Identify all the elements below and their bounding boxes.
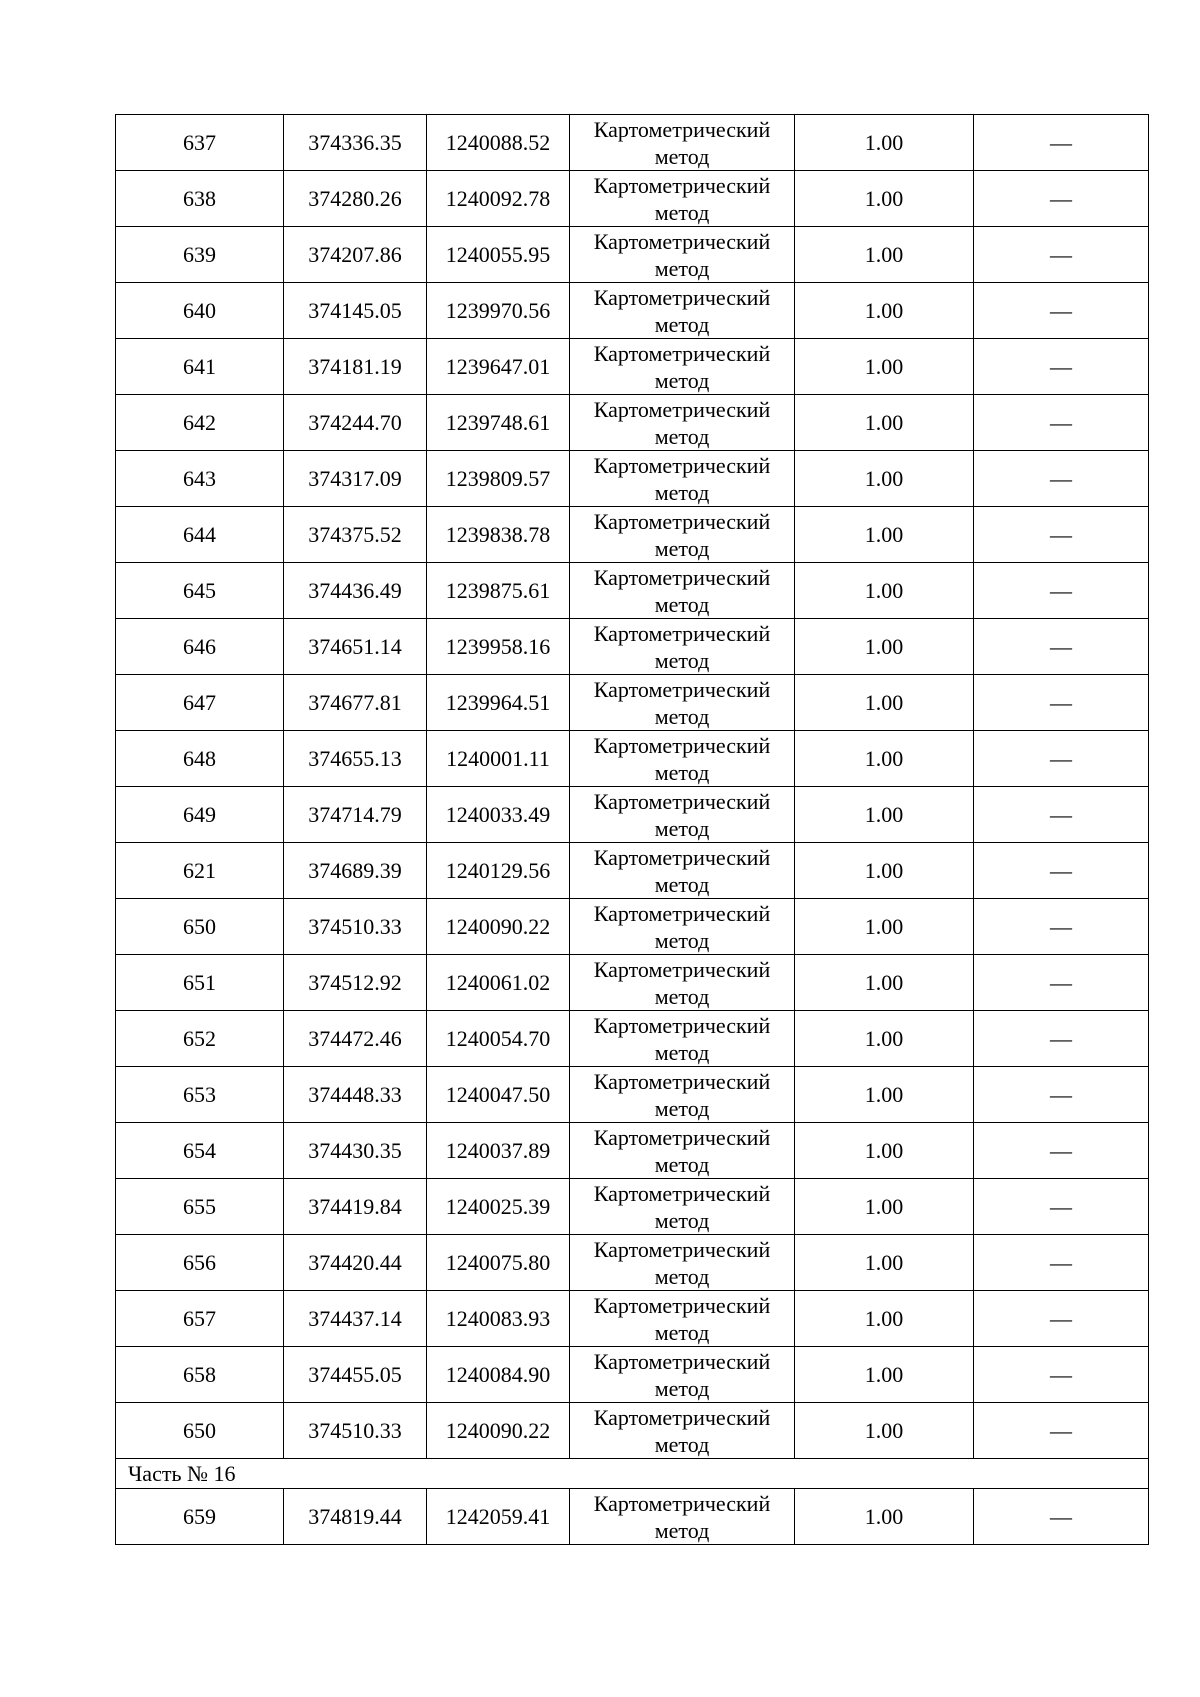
table-row xyxy=(116,507,1149,563)
accuracy-cell: 1.00 xyxy=(795,1347,974,1403)
y-coordinate-cell: 1239838.78 xyxy=(427,507,570,563)
point-number-cell: 657 xyxy=(116,1291,284,1347)
description-cell: — xyxy=(974,563,1149,619)
table-row xyxy=(116,1011,1149,1067)
method-cell: Картометрический метод xyxy=(570,1489,795,1545)
x-coordinate-cell: 374655.13 xyxy=(284,731,427,787)
description-cell: — xyxy=(974,1067,1149,1123)
x-coordinate-cell: 374510.33 xyxy=(284,1403,427,1459)
table-row xyxy=(116,619,1149,675)
accuracy-cell: 1.00 xyxy=(795,507,974,563)
accuracy-cell: 1.00 xyxy=(795,395,974,451)
coordinates-table xyxy=(115,114,1149,1545)
y-coordinate-cell: 1239748.61 xyxy=(427,395,570,451)
table-row xyxy=(116,339,1149,395)
table-row xyxy=(116,899,1149,955)
y-coordinate-cell: 1239809.57 xyxy=(427,451,570,507)
method-cell: Картометрический метод xyxy=(570,955,795,1011)
x-coordinate-cell: 374677.81 xyxy=(284,675,427,731)
x-coordinate-cell: 374689.39 xyxy=(284,843,427,899)
table-row xyxy=(116,171,1149,227)
point-number-cell: 645 xyxy=(116,563,284,619)
y-coordinate-cell: 1239964.51 xyxy=(427,675,570,731)
table-row xyxy=(116,451,1149,507)
description-cell: — xyxy=(974,1347,1149,1403)
point-number-cell: 621 xyxy=(116,843,284,899)
y-coordinate-cell: 1240083.93 xyxy=(427,1291,570,1347)
x-coordinate-cell: 374714.79 xyxy=(284,787,427,843)
table-row xyxy=(116,1179,1149,1235)
table-row xyxy=(116,395,1149,451)
method-cell: Картометрический метод xyxy=(570,395,795,451)
description-cell: — xyxy=(974,115,1149,171)
x-coordinate-cell: 374375.52 xyxy=(284,507,427,563)
point-number-cell: 649 xyxy=(116,787,284,843)
y-coordinate-cell: 1242059.41 xyxy=(427,1489,570,1545)
x-coordinate-cell: 374280.26 xyxy=(284,171,427,227)
method-cell: Картометрический метод xyxy=(570,899,795,955)
y-coordinate-cell: 1240047.50 xyxy=(427,1067,570,1123)
point-number-cell: 656 xyxy=(116,1235,284,1291)
method-cell: Картометрический метод xyxy=(570,507,795,563)
x-coordinate-cell: 374430.35 xyxy=(284,1123,427,1179)
y-coordinate-cell: 1240037.89 xyxy=(427,1123,570,1179)
point-number-cell: 639 xyxy=(116,227,284,283)
description-cell: — xyxy=(974,227,1149,283)
point-number-cell: 640 xyxy=(116,283,284,339)
point-number-cell: 650 xyxy=(116,899,284,955)
method-cell: Картометрический метод xyxy=(570,1235,795,1291)
accuracy-cell: 1.00 xyxy=(795,619,974,675)
x-coordinate-cell: 374181.19 xyxy=(284,339,427,395)
accuracy-cell: 1.00 xyxy=(795,955,974,1011)
y-coordinate-cell: 1239958.16 xyxy=(427,619,570,675)
table-row xyxy=(116,283,1149,339)
description-cell: — xyxy=(974,1235,1149,1291)
y-coordinate-cell: 1240075.80 xyxy=(427,1235,570,1291)
description-cell: — xyxy=(974,843,1149,899)
y-coordinate-cell: 1239647.01 xyxy=(427,339,570,395)
x-coordinate-cell: 374448.33 xyxy=(284,1067,427,1123)
coordinates-table-body xyxy=(116,115,1149,1545)
point-number-cell: 658 xyxy=(116,1347,284,1403)
point-number-cell: 650 xyxy=(116,1403,284,1459)
point-number-cell: 648 xyxy=(116,731,284,787)
accuracy-cell: 1.00 xyxy=(795,115,974,171)
table-row xyxy=(116,1291,1149,1347)
x-coordinate-cell: 374455.05 xyxy=(284,1347,427,1403)
point-number-cell: 653 xyxy=(116,1067,284,1123)
table-row xyxy=(116,1067,1149,1123)
description-cell: — xyxy=(974,1179,1149,1235)
point-number-cell: 638 xyxy=(116,171,284,227)
accuracy-cell: 1.00 xyxy=(795,171,974,227)
y-coordinate-cell: 1240001.11 xyxy=(427,731,570,787)
table-row xyxy=(116,731,1149,787)
x-coordinate-cell: 374512.92 xyxy=(284,955,427,1011)
point-number-cell: 654 xyxy=(116,1123,284,1179)
description-cell: — xyxy=(974,1011,1149,1067)
accuracy-cell: 1.00 xyxy=(795,1011,974,1067)
accuracy-cell: 1.00 xyxy=(795,1123,974,1179)
x-coordinate-cell: 374472.46 xyxy=(284,1011,427,1067)
accuracy-cell: 1.00 xyxy=(795,675,974,731)
description-cell: — xyxy=(974,1123,1149,1179)
table-row xyxy=(116,843,1149,899)
accuracy-cell: 1.00 xyxy=(795,731,974,787)
description-cell: — xyxy=(974,1489,1149,1545)
point-number-cell: 652 xyxy=(116,1011,284,1067)
description-cell: — xyxy=(974,171,1149,227)
x-coordinate-cell: 374317.09 xyxy=(284,451,427,507)
accuracy-cell: 1.00 xyxy=(795,787,974,843)
table-row xyxy=(116,787,1149,843)
table-row xyxy=(116,1123,1149,1179)
point-number-cell: 643 xyxy=(116,451,284,507)
description-cell: — xyxy=(974,1291,1149,1347)
x-coordinate-cell: 374145.05 xyxy=(284,283,427,339)
accuracy-cell: 1.00 xyxy=(795,1179,974,1235)
y-coordinate-cell: 1239970.56 xyxy=(427,283,570,339)
accuracy-cell: 1.00 xyxy=(795,1403,974,1459)
method-cell: Картометрический метод xyxy=(570,115,795,171)
table-row xyxy=(116,227,1149,283)
method-cell: Картометрический метод xyxy=(570,283,795,339)
method-cell: Картометрический метод xyxy=(570,227,795,283)
method-cell: Картометрический метод xyxy=(570,451,795,507)
description-cell: — xyxy=(974,731,1149,787)
x-coordinate-cell: 374651.14 xyxy=(284,619,427,675)
table-row xyxy=(116,675,1149,731)
method-cell: Картометрический метод xyxy=(570,619,795,675)
method-cell: Картометрический метод xyxy=(570,563,795,619)
accuracy-cell: 1.00 xyxy=(795,227,974,283)
point-number-cell: 655 xyxy=(116,1179,284,1235)
description-cell: — xyxy=(974,675,1149,731)
accuracy-cell: 1.00 xyxy=(795,1067,974,1123)
part-label: Часть № 16 xyxy=(116,1459,1149,1489)
method-cell: Картометрический метод xyxy=(570,675,795,731)
y-coordinate-cell: 1240084.90 xyxy=(427,1347,570,1403)
y-coordinate-cell: 1240025.39 xyxy=(427,1179,570,1235)
y-coordinate-cell: 1240055.95 xyxy=(427,227,570,283)
x-coordinate-cell: 374244.70 xyxy=(284,395,427,451)
method-cell: Картометрический метод xyxy=(570,1403,795,1459)
table-row xyxy=(116,1489,1149,1545)
x-coordinate-cell: 374420.44 xyxy=(284,1235,427,1291)
accuracy-cell: 1.00 xyxy=(795,899,974,955)
table-row xyxy=(116,563,1149,619)
y-coordinate-cell: 1240129.56 xyxy=(427,843,570,899)
table-row xyxy=(116,1347,1149,1403)
description-cell: — xyxy=(974,451,1149,507)
y-coordinate-cell: 1240090.22 xyxy=(427,1403,570,1459)
method-cell: Картометрический метод xyxy=(570,731,795,787)
y-coordinate-cell: 1240088.52 xyxy=(427,115,570,171)
point-number-cell: 641 xyxy=(116,339,284,395)
method-cell: Картометрический метод xyxy=(570,787,795,843)
table-row xyxy=(116,1235,1149,1291)
y-coordinate-cell: 1240061.02 xyxy=(427,955,570,1011)
x-coordinate-cell: 374419.84 xyxy=(284,1179,427,1235)
method-cell: Картометрический метод xyxy=(570,843,795,899)
description-cell: — xyxy=(974,899,1149,955)
description-cell: — xyxy=(974,1403,1149,1459)
description-cell: — xyxy=(974,283,1149,339)
y-coordinate-cell: 1240054.70 xyxy=(427,1011,570,1067)
point-number-cell: 644 xyxy=(116,507,284,563)
x-coordinate-cell: 374819.44 xyxy=(284,1489,427,1545)
x-coordinate-cell: 374437.14 xyxy=(284,1291,427,1347)
accuracy-cell: 1.00 xyxy=(795,1291,974,1347)
y-coordinate-cell: 1240090.22 xyxy=(427,899,570,955)
accuracy-cell: 1.00 xyxy=(795,1235,974,1291)
point-number-cell: 651 xyxy=(116,955,284,1011)
table-row xyxy=(116,1403,1149,1459)
point-number-cell: 659 xyxy=(116,1489,284,1545)
table-row xyxy=(116,955,1149,1011)
accuracy-cell: 1.00 xyxy=(795,451,974,507)
accuracy-cell: 1.00 xyxy=(795,1489,974,1545)
method-cell: Картометрический метод xyxy=(570,171,795,227)
description-cell: — xyxy=(974,955,1149,1011)
accuracy-cell: 1.00 xyxy=(795,843,974,899)
x-coordinate-cell: 374336.35 xyxy=(284,115,427,171)
table-row xyxy=(116,115,1149,171)
part-header-row xyxy=(116,1459,1149,1489)
accuracy-cell: 1.00 xyxy=(795,563,974,619)
description-cell: — xyxy=(974,787,1149,843)
method-cell: Картометрический метод xyxy=(570,1291,795,1347)
y-coordinate-cell: 1240033.49 xyxy=(427,787,570,843)
x-coordinate-cell: 374207.86 xyxy=(284,227,427,283)
method-cell: Картометрический метод xyxy=(570,1179,795,1235)
method-cell: Картометрический метод xyxy=(570,1011,795,1067)
method-cell: Картометрический метод xyxy=(570,339,795,395)
description-cell: — xyxy=(974,339,1149,395)
point-number-cell: 646 xyxy=(116,619,284,675)
accuracy-cell: 1.00 xyxy=(795,339,974,395)
method-cell: Картометрический метод xyxy=(570,1347,795,1403)
point-number-cell: 637 xyxy=(116,115,284,171)
y-coordinate-cell: 1239875.61 xyxy=(427,563,570,619)
accuracy-cell: 1.00 xyxy=(795,283,974,339)
y-coordinate-cell: 1240092.78 xyxy=(427,171,570,227)
method-cell: Картометрический метод xyxy=(570,1067,795,1123)
method-cell: Картометрический метод xyxy=(570,1123,795,1179)
x-coordinate-cell: 374436.49 xyxy=(284,563,427,619)
x-coordinate-cell: 374510.33 xyxy=(284,899,427,955)
point-number-cell: 647 xyxy=(116,675,284,731)
description-cell: — xyxy=(974,395,1149,451)
description-cell: — xyxy=(974,507,1149,563)
point-number-cell: 642 xyxy=(116,395,284,451)
description-cell: — xyxy=(974,619,1149,675)
